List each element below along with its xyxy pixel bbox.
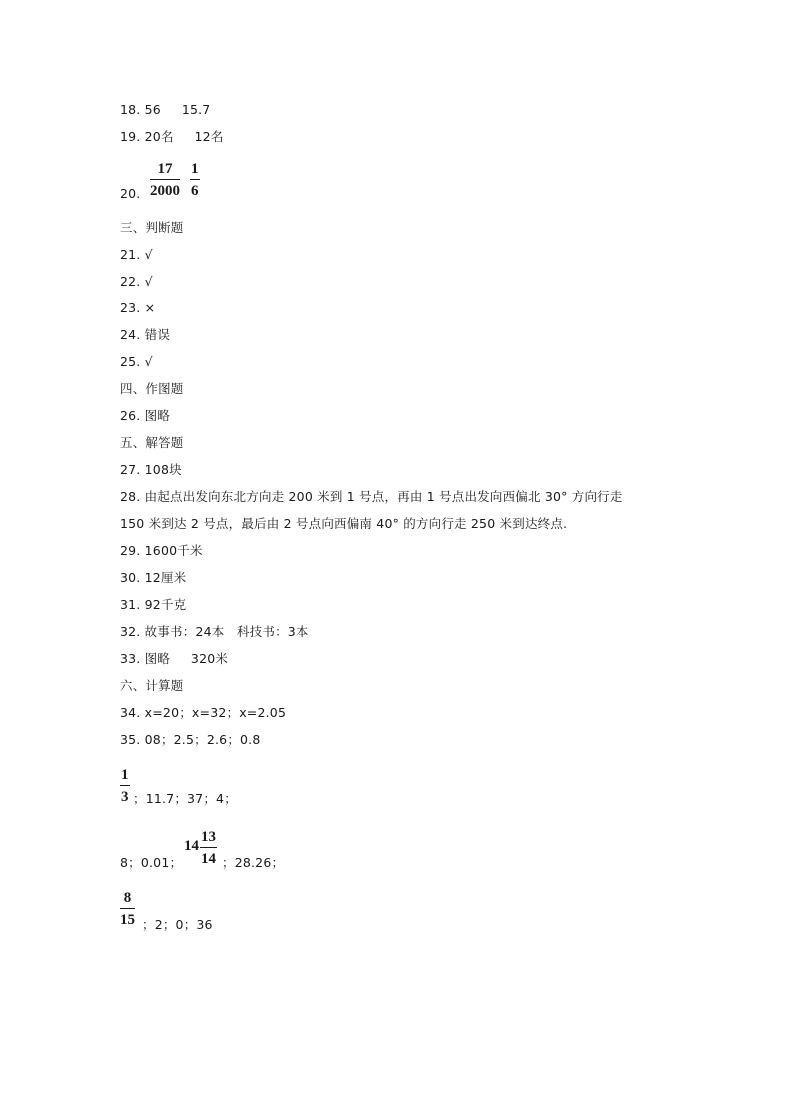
answer-20-fraction-2: [190, 161, 200, 199]
section-4-heading: 四、作图题: [120, 381, 184, 396]
answer-32: 32. 故事书：24本 科技书：3本: [120, 624, 309, 639]
answer-18: 18. 56 15.7: [120, 102, 211, 117]
fraction-numerator: 8: [123, 890, 132, 906]
section-3-heading: 三、判断题: [120, 220, 184, 235]
section-6-heading: 六、计算题: [120, 678, 184, 693]
fraction-denominator: 14: [201, 851, 216, 868]
answer-35-line-3-rest: ；28.26；: [222, 855, 285, 870]
answer-23: 23. ×: [120, 300, 156, 315]
fraction-numerator: 13: [201, 829, 216, 845]
fraction-numerator: 17: [157, 161, 173, 177]
answer-24: 24. 错误: [120, 327, 171, 342]
answer-22: 22. √: [120, 274, 153, 289]
answer-35-fraction-eight-fifteenths: [120, 890, 135, 928]
fraction-denominator: 15: [120, 912, 135, 929]
answer-27: 27. 108块: [120, 462, 182, 477]
answer-26: 26. 图略: [120, 408, 171, 423]
answer-35-line-4-rest: ；2；0；36: [142, 917, 213, 932]
answer-35-line-1: 35. 08；2.5；2.6；0.8: [120, 732, 261, 747]
answer-35-line-2-rest: ；11.7；37；4；: [133, 791, 237, 806]
answer-35-line-3-start: 8；0.01；: [120, 855, 183, 870]
answer-35-fraction-one-third: [120, 767, 130, 805]
answer-30: 30. 12厘米: [120, 570, 187, 585]
answer-35-mixed-whole: 14: [184, 838, 199, 854]
answer-29: 29. 1600千米: [120, 543, 203, 558]
section-5-heading: 五、解答题: [120, 435, 184, 450]
answer-33: 33. 图略 320米: [120, 651, 229, 666]
answer-34: 34. x=20；x=32；x=2.05: [120, 705, 287, 720]
answer-20-fraction-1: [150, 161, 180, 199]
answer-28-line-2: 150 米到达 2 号点，最后由 2 号点向西偏南 40° 的方向行走 250 米到达终点.: [120, 516, 568, 531]
answer-19: 19. 20名 12名: [120, 129, 224, 144]
answer-25: 25. √: [120, 354, 153, 369]
fraction-denominator: 6: [191, 183, 199, 200]
answer-20-prefix: 20.: [120, 186, 141, 201]
fraction-numerator: 1: [121, 767, 129, 783]
fraction-denominator: 3: [121, 789, 129, 806]
fraction-denominator: 2000: [150, 183, 180, 200]
answer-28-line-1: 28. 由起点出发向东北方向走 200 米到 1 号点，再由 1 号点出发向西偏北 30° 方向行走: [120, 489, 623, 504]
answer-31: 31. 92千克: [120, 597, 187, 612]
fraction-numerator: 1: [191, 161, 199, 177]
answer-35-mixed-fraction: [200, 829, 217, 867]
answer-21: 21. √: [120, 247, 153, 262]
